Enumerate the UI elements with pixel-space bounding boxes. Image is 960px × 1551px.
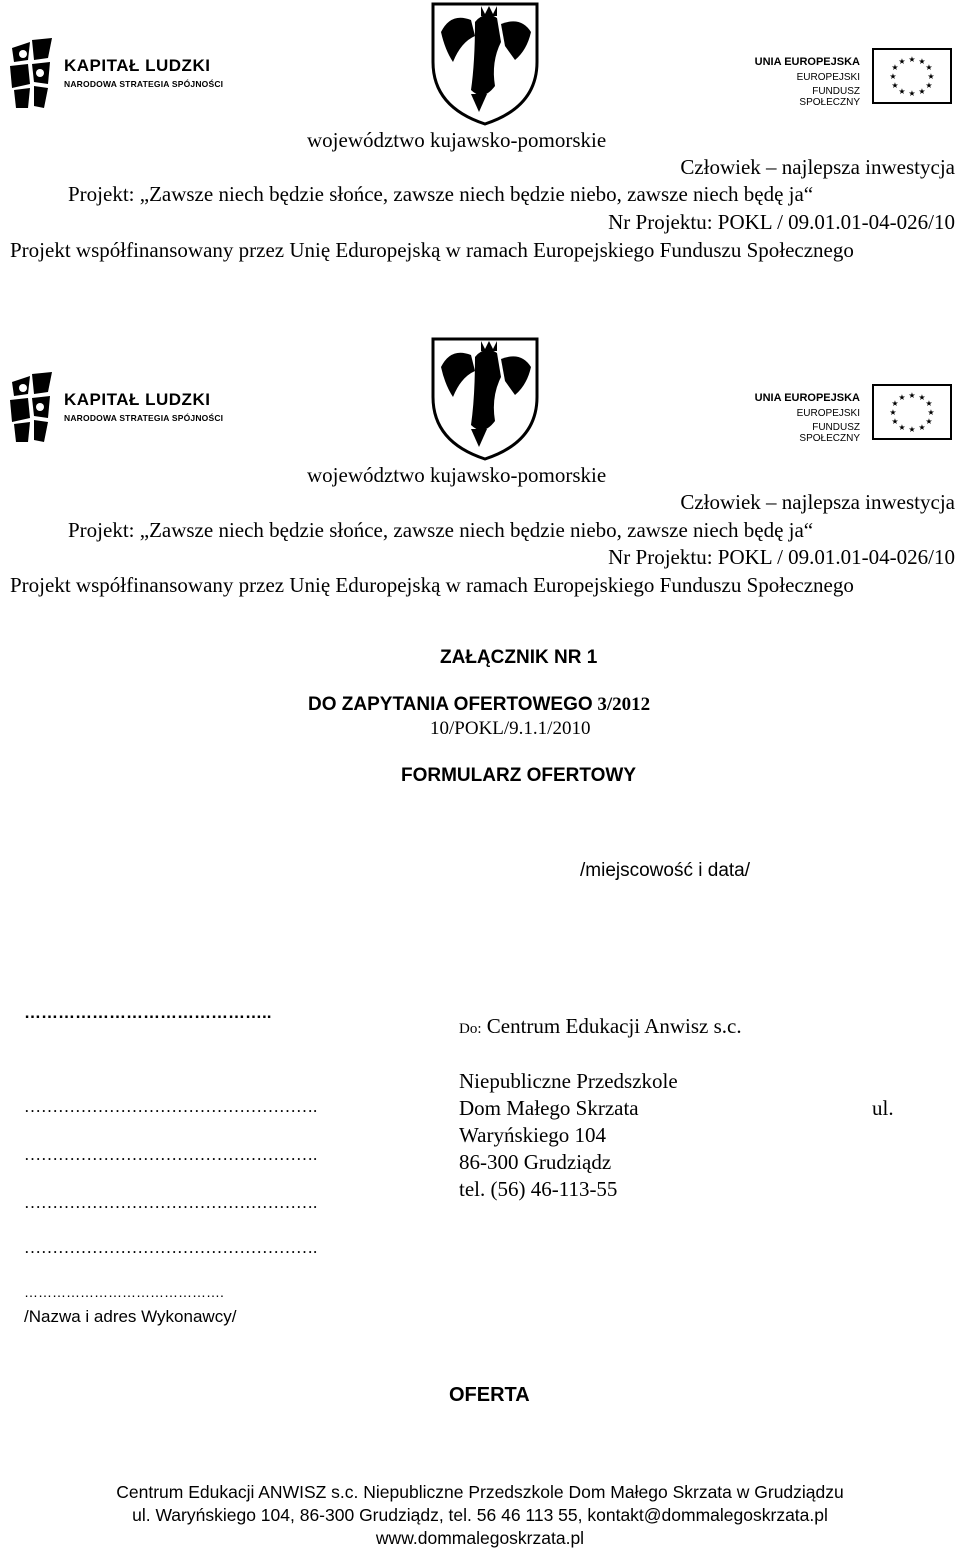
- contractor-label: /Nazwa i adres Wykonawcy/: [24, 1307, 237, 1326]
- project-number-text: Nr Projektu: POKL / 09.01.01-04-026/10: [608, 210, 955, 234]
- coat-of-arms-icon: [431, 2, 539, 126]
- eu-logo: [752, 48, 952, 108]
- footer-line-1: Centrum Edukacji ANWISZ s.c. Niepubliczne Przedszkole Dom Małego Skrzata w Grudziądzu: [116, 1482, 844, 1502]
- contractor-line-2[interactable]: …………………………………………….: [24, 1097, 318, 1116]
- logo-left-title: KAPITAŁ LUDZKI: [64, 390, 211, 409]
- inquiry-number: 3/2012: [597, 694, 651, 715]
- logo-right-line3: FUNDUSZ SPOŁECZNY: [799, 422, 860, 444]
- logo-left-subtitle: NARODOWA STRATEGIA SPÓJNOŚCI: [64, 413, 224, 423]
- svg-text:★: ★: [891, 417, 899, 426]
- cofinanced-text: Projekt współfinansowany przez Unię Eduropejską w ramach Europejskiego Funduszu Społecznego: [10, 238, 854, 262]
- svg-text:★: ★: [891, 63, 899, 72]
- inquiry-heading: [308, 694, 650, 716]
- eu-flag-icon: [872, 48, 952, 104]
- footer-website[interactable]: www.dommalegoskrzata.pl: [375, 1528, 585, 1548]
- logo-right-line1: UNIA EUROPEJSKA: [754, 56, 860, 68]
- kapital-ludzki-logo: [8, 372, 233, 442]
- slogan-text: Człowiek – najlepsza inwestycja: [680, 490, 955, 514]
- svg-text:★: ★: [898, 87, 906, 96]
- svg-text:★: ★: [891, 81, 899, 90]
- svg-text:★: ★: [898, 423, 906, 432]
- logo-left-subtitle: NARODOWA STRATEGIA SPÓJNOŚCI: [64, 79, 224, 89]
- recipient-line-5: tel. (56) 46-113-55: [459, 1177, 618, 1201]
- svg-text:★: ★: [889, 408, 897, 417]
- contractor-line-5[interactable]: …………………………………………….: [24, 1238, 318, 1257]
- svg-text:★: ★: [925, 399, 933, 408]
- recipient-name-line: [459, 1014, 742, 1039]
- project-number-text: Nr Projektu: POKL / 09.01.01-04-026/10: [608, 545, 955, 569]
- svg-text:★: ★: [918, 87, 926, 96]
- recipient-line-2-suffix: ul.: [872, 1096, 894, 1120]
- recipient-name: Centrum Edukacji Anwisz s.c.: [486, 1014, 742, 1038]
- contractor-line-3[interactable]: …………………………………………….: [24, 1145, 318, 1164]
- logo-right-line1: UNIA EUROPEJSKA: [754, 392, 860, 404]
- annex-title: ZAŁĄCZNIK NR 1: [440, 647, 598, 668]
- svg-text:★: ★: [927, 408, 935, 417]
- svg-text:★: ★: [908, 55, 916, 64]
- svg-text:★: ★: [889, 72, 897, 81]
- kapital-ludzki-logo: [8, 38, 233, 108]
- to-label: Do:: [459, 1021, 482, 1037]
- contractor-line-4[interactable]: …………………………………………….: [24, 1193, 318, 1212]
- form-title: FORMULARZ OFERTOWY: [401, 765, 637, 786]
- coat-of-arms-icon: [431, 337, 539, 461]
- region-text: województwo kujawsko-pomorskie: [307, 128, 607, 152]
- eu-logo: [752, 384, 952, 444]
- region-text: województwo kujawsko-pomorskie: [307, 463, 607, 487]
- svg-text:★: ★: [925, 81, 933, 90]
- logo-right-line3: FUNDUSZ SPOŁECZNY: [799, 86, 860, 108]
- svg-text:★: ★: [908, 391, 916, 400]
- eu-flag-icon: [872, 384, 952, 440]
- contractor-line-6[interactable]: …………………………………….: [24, 1284, 224, 1300]
- project-text: Projekt: „Zawsze niech będzie słońce, zawsze niech będzie niebo, zawsze niech będę ja“: [68, 182, 814, 206]
- svg-text:★: ★: [927, 72, 935, 81]
- svg-text:★: ★: [908, 89, 916, 98]
- svg-text:★: ★: [891, 399, 899, 408]
- logo-right-line2: EUROPEJSKI: [796, 72, 860, 83]
- project-text: Projekt: „Zawsze niech będzie słońce, zawsze niech będzie niebo, zawsze niech będę ja“: [68, 518, 814, 542]
- reference-number: 10/POKL/9.1.1/2010: [430, 718, 591, 739]
- cofinanced-text: Projekt współfinansowany przez Unię Eduropejską w ramach Europejskiego Funduszu Społecznego: [10, 573, 854, 597]
- footer-line-2: ul. Waryńskiego 104, 86-300 Grudziądz, tel. 56 46 113 55, kontakt@dommalegoskrzata.pl: [132, 1505, 828, 1525]
- contractor-line-1[interactable]: ……………………………………..: [24, 1003, 272, 1022]
- recipient-line-3: Waryńskiego 104: [459, 1123, 607, 1147]
- recipient-line-2: Dom Małego Skrzata: [459, 1096, 639, 1120]
- inquiry-label: DO ZAPYTANIA OFERTOWEGO: [308, 694, 593, 715]
- svg-text:★: ★: [925, 63, 933, 72]
- logo-right-line2: EUROPEJSKI: [796, 408, 860, 419]
- place-date-label: /miejscowość i data/: [580, 860, 751, 881]
- coat-of-arms-logo: [431, 337, 539, 461]
- recipient-line-4: 86-300 Grudziądz: [459, 1150, 612, 1174]
- svg-text:★: ★: [918, 393, 926, 402]
- kapital-ludzki-emblem-icon: [8, 372, 56, 444]
- coat-of-arms-logo: [431, 2, 539, 126]
- svg-text:★: ★: [908, 425, 916, 434]
- svg-text:★: ★: [898, 57, 906, 66]
- svg-text:★: ★: [925, 417, 933, 426]
- svg-text:★: ★: [918, 57, 926, 66]
- offer-heading: OFERTA: [449, 1384, 530, 1406]
- recipient-line-1: Niepubliczne Przedszkole: [459, 1069, 678, 1093]
- slogan-text: Człowiek – najlepsza inwestycja: [680, 155, 955, 179]
- svg-text:★: ★: [898, 393, 906, 402]
- svg-text:★: ★: [918, 423, 926, 432]
- kapital-ludzki-emblem-icon: [8, 38, 56, 110]
- logo-left-title: KAPITAŁ LUDZKI: [64, 56, 211, 75]
